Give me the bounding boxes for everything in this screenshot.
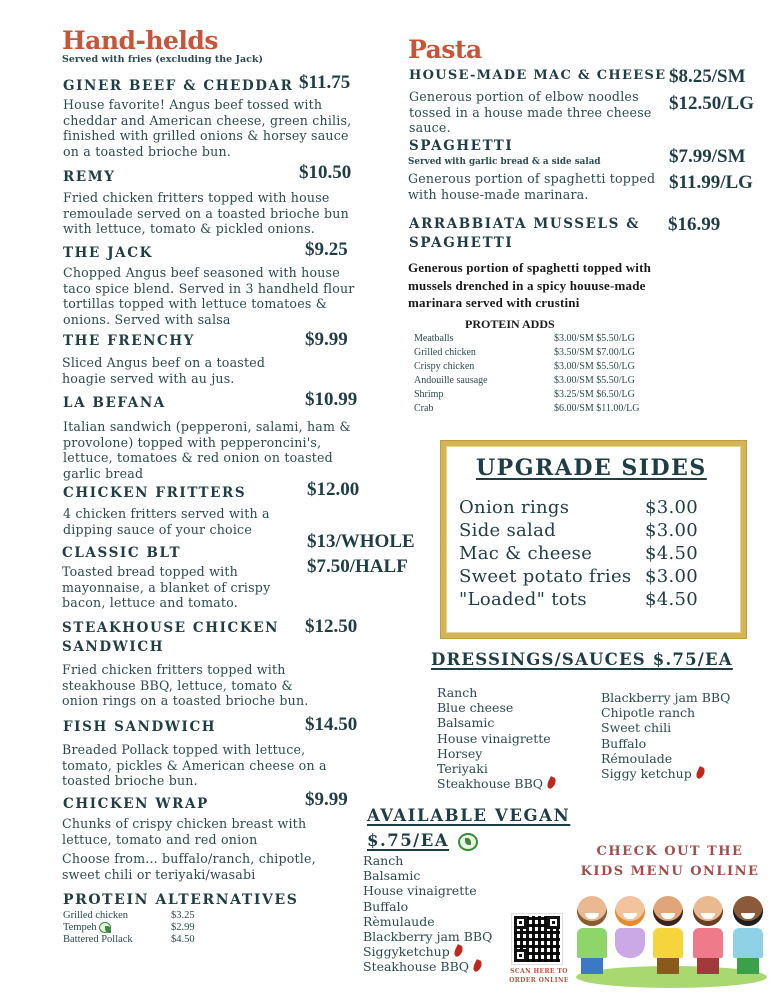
protein-add-name: Shrimp (414, 389, 444, 400)
item-name-fish-sandwich: FISH SANDWICH (63, 719, 217, 735)
dressing-item-label: Steakhouse BBQ (437, 776, 544, 792)
item-name-giner-beef: GINER BEEF & CHEDDAR (63, 78, 294, 94)
upgrade-side-price: $4.50 (645, 589, 699, 610)
dressing-item: Chipotle ranch (601, 705, 696, 721)
upgrade-sides-box (441, 441, 746, 638)
protein-alt-name: Battered Pollack (63, 934, 133, 945)
item-name-the-frenchy: THE FRENCHY (63, 333, 195, 349)
item-price-blt-whole: $13/WHOLE (307, 531, 415, 552)
item-desc-remy: Fried chicken fritters topped with house remoulade served on a toasted brioche bun with lettuce, tomato & pickled onions. (63, 190, 349, 237)
upgrade-side-price: $4.50 (645, 543, 699, 564)
protein-alt-price: $3.25 (171, 910, 195, 921)
vegan-item: Buffalo (363, 898, 409, 914)
dressings-col2 (601, 690, 730, 781)
upgrade-side-name: Side salad (459, 520, 556, 541)
upgrade-sides-title: UPGRADE SIDES (476, 455, 707, 481)
upgrade-side-row (459, 565, 698, 588)
item-name-remy: REMY (63, 169, 116, 185)
protein-alternatives-title: PROTEIN ALTERNATIVES (63, 892, 299, 908)
kid-figure (730, 896, 766, 974)
dressing-item-spicy (437, 776, 555, 791)
protein-add-name: Andouille sausage (414, 375, 488, 386)
protein-alt-row (63, 934, 195, 946)
order-online-qr-code[interactable] (512, 914, 562, 964)
item-desc-la-befana: Italian sandwich (pepperoni, salami, ham & provolone) topped with pepperoncini's, lettuce, tomatoes & red onion on toasted garlic bread (63, 419, 351, 481)
item-name-mac-cheese: HOUSE-MADE MAC & CHEESE (409, 68, 667, 83)
qr-caption-line1: SCAN HERE TO (510, 968, 568, 975)
protein-alternatives-list (63, 910, 195, 946)
item-desc-fish-sandwich: Breaded Pollack topped with lettuce, tomato, pickles & American cheese on a toasted brioche bun. (62, 742, 327, 789)
protein-alt-price: $2.99 (171, 922, 195, 933)
dressings-title: DRESSINGS/SAUCES $.75/EA (431, 650, 733, 669)
item-price-spaghetti-lg: $11.99/LG (669, 172, 753, 193)
chili-pepper-icon (694, 766, 705, 780)
protein-add-price: $3.00/SM $5.50/LG (554, 375, 635, 386)
item-name-chicken-wrap: CHICKEN WRAP (63, 796, 209, 812)
item-price-the-jack: $9.25 (305, 239, 348, 260)
vegan-item-label: Siggyketchup (363, 944, 450, 960)
chili-pepper-icon (453, 944, 464, 958)
item-price-chicken-fritters: $12.00 (307, 479, 360, 500)
vegan-item: Ranch (363, 853, 404, 868)
vegan-title-line2: $.75/EA (367, 831, 450, 850)
upgrade-side-name: Onion rings (459, 497, 570, 518)
item-desc-giner-beef: House favorite! Angus beef tossed with cheddar and American cheese, green chilis, finished with grilled onions & horsey sauce on a toasted brioche bun. (63, 97, 352, 159)
kid-figure (612, 896, 648, 974)
protein-add-name: Crab (414, 403, 434, 414)
protein-alt-price: $4.50 (171, 934, 195, 945)
vegan-item: Balsamic (363, 868, 421, 884)
handhelds-subtitle: Served with fries (excluding the Jack) (62, 54, 263, 65)
qr-caption-line2: ORDER ONLINE (509, 977, 569, 984)
vegan-item: Blackberry jam BBQ (363, 929, 493, 945)
kids-menu-heading (570, 842, 770, 882)
item-name-chicken-fritters: CHICKEN FRITTERS (63, 485, 247, 501)
upgrade-sides-list (459, 496, 698, 611)
item-price-spaghetti-sm: $7.99/SM (669, 146, 746, 167)
chili-pepper-icon (546, 776, 557, 790)
kid-figure (690, 896, 726, 974)
item-name-la-befana: LA BEFANA (63, 395, 166, 411)
dressing-item: Balsamic (437, 715, 495, 731)
upgrade-side-price: $3.00 (645, 497, 699, 518)
dressing-item-label: Siggy ketchup (601, 766, 692, 782)
item-desc-the-frenchy: Sliced Angus beef on a toasted hoagie served with au jus. (62, 355, 266, 386)
upgrade-side-name: Mac & cheese (459, 543, 593, 564)
protein-add-row (414, 388, 639, 402)
dressing-item: Blue cheese (437, 700, 514, 716)
protein-add-row (414, 374, 639, 388)
upgrade-side-row (459, 519, 698, 542)
dressings-col1 (437, 685, 555, 791)
item-desc-chicken-wrap: Chunks of crispy chicken breast with lettuce, tomato and red onion (62, 816, 307, 847)
item-desc-arrabbiata: Generous portion of spaghetti topped with mussels drenched in a spicy houuse-made marinara served with crustini (408, 260, 652, 310)
protein-add-row (414, 332, 639, 346)
protein-add-price: $3.50/SM $7.00/LG (554, 347, 635, 358)
kid-figure (574, 896, 610, 974)
vegan-leaf-icon (458, 833, 478, 851)
protein-adds-title: PROTEIN ADDS (465, 317, 555, 331)
dressing-item: Rémoulade (601, 750, 673, 766)
upgrade-side-name: "Loaded" tots (459, 589, 587, 610)
item-price-mac-lg: $12.50/LG (669, 93, 754, 114)
dressing-item: Sweet chili (601, 720, 672, 736)
kid-figure (650, 896, 686, 974)
item-name-spaghetti: SPAGHETTI (409, 138, 514, 154)
item-name-arrabbiata-line2: SPAGHETTI (409, 235, 514, 251)
protein-add-price: $3.00/SM $5.50/LG (554, 361, 635, 372)
protein-alt-name-wrap (63, 922, 171, 934)
vegan-title-line2-wrap (367, 831, 478, 851)
chili-pepper-icon (472, 960, 483, 974)
protein-alt-name: Grilled chicken (63, 910, 129, 921)
pasta-title: Pasta (408, 35, 482, 64)
upgrade-side-row (459, 588, 698, 611)
protein-alt-name: Tempeh (63, 922, 97, 933)
vegan-list (363, 853, 492, 975)
protein-alt-row (63, 922, 195, 934)
protein-add-name: Meatballs (414, 333, 454, 344)
protein-add-price: $3.25/SM $6.50/LG (554, 389, 635, 400)
item-price-fish-sandwich: $14.50 (305, 714, 358, 735)
dressing-item: House vinaigrette (437, 730, 551, 746)
qr-caption (508, 967, 570, 985)
upgrade-side-row (459, 542, 698, 565)
protein-add-price: $6.00/SM $11.00/LG (554, 403, 640, 414)
upgrade-side-name: Sweet potato fries (459, 566, 632, 587)
protein-adds-list (414, 332, 639, 416)
item-price-blt-half: $7.50/HALF (307, 556, 408, 577)
vegan-item-spicy (363, 944, 492, 959)
kids-menu-line2: KIDS MENU ONLINE (580, 864, 760, 879)
dressing-item: Ranch (437, 685, 478, 700)
item-desc2-chicken-wrap: Choose from... buffalo/ranch, chipotle, sweet chili or teriyaki/wasabi (62, 851, 316, 882)
spaghetti-note: Served with garlic bread & a side salad (408, 157, 601, 167)
kids-illustration (568, 880, 773, 992)
protein-add-name: Crispy chicken (414, 361, 475, 372)
item-price-la-befana: $10.99 (305, 389, 358, 410)
item-price-remy: $10.50 (299, 162, 352, 183)
dressing-item: Blackberry jam BBQ (601, 690, 731, 705)
handhelds-title: Hand-helds (62, 26, 218, 55)
protein-add-name: Grilled chicken (414, 347, 476, 358)
item-name-classic-blt: CLASSIC BLT (62, 545, 182, 561)
item-price-chicken-wrap: $9.99 (305, 789, 348, 810)
protein-add-row (414, 346, 639, 360)
protein-add-row (414, 360, 639, 374)
dressing-item: Teriyaki (437, 761, 488, 777)
upgrade-side-price: $3.00 (645, 566, 699, 587)
item-desc-mac-cheese: Generous portion of elbow noodles tossed in a house made three cheese sauce. (409, 89, 652, 136)
item-name-steakhouse-line2: SANDWICH (62, 639, 165, 655)
vegan-item: Rèmulaude (363, 913, 435, 929)
item-desc-chicken-fritters: 4 chicken fritters served with a dipping sauce of your choice (63, 506, 270, 537)
kids-menu-line1: CHECK OUT THE (596, 844, 744, 859)
item-desc-spaghetti: Generous portion of spaghetti topped with house-made marinara. (408, 171, 656, 202)
item-price-the-frenchy: $9.99 (305, 329, 348, 350)
vegan-title-line1: AVAILABLE VEGAN (367, 806, 571, 825)
item-desc-steakhouse: Fried chicken fritters topped with steakhouse BBQ, lettuce, tomato & onion rings on a toasted brioche bun. (62, 662, 309, 709)
vegan-item: House vinaigrette (363, 883, 477, 899)
dressing-item: Horsey (437, 745, 483, 761)
item-name-steakhouse-line1: STEAKHOUSE CHICKEN (62, 620, 280, 636)
dressing-item: Buffalo (601, 735, 647, 751)
item-desc-the-jack: Chopped Angus beef seasoned with house taco spice blend. Served in 3 handheld flour tortillas topped with lettuce tomatoes & onions. Served with salsa (63, 265, 355, 327)
upgrade-side-row (459, 496, 698, 519)
protein-add-price: $3.00/SM $5.50/LG (554, 333, 635, 344)
protein-alt-row (63, 910, 195, 922)
protein-add-row (414, 402, 639, 416)
item-price-mac-sm: $8.25/SM (669, 66, 746, 87)
item-name-the-jack: THE JACK (63, 245, 153, 261)
item-price-steakhouse: $12.50 (305, 616, 358, 637)
item-price-giner-beef: $11.75 (299, 72, 351, 93)
dressing-item-spicy (601, 766, 730, 781)
item-desc-classic-blt: Toasted bread topped with mayonnaise, a blanket of crispy bacon, lettuce and tomato. (62, 564, 271, 611)
vegan-icon (99, 922, 111, 933)
upgrade-side-price: $3.00 (645, 520, 699, 541)
vegan-item-label: Steakhouse BBQ (363, 959, 470, 975)
item-name-arrabbiata-line1: ARRABBIATA MUSSELS & (409, 216, 641, 232)
item-price-arrabbiata: $16.99 (668, 214, 721, 235)
vegan-item-spicy (363, 959, 492, 974)
